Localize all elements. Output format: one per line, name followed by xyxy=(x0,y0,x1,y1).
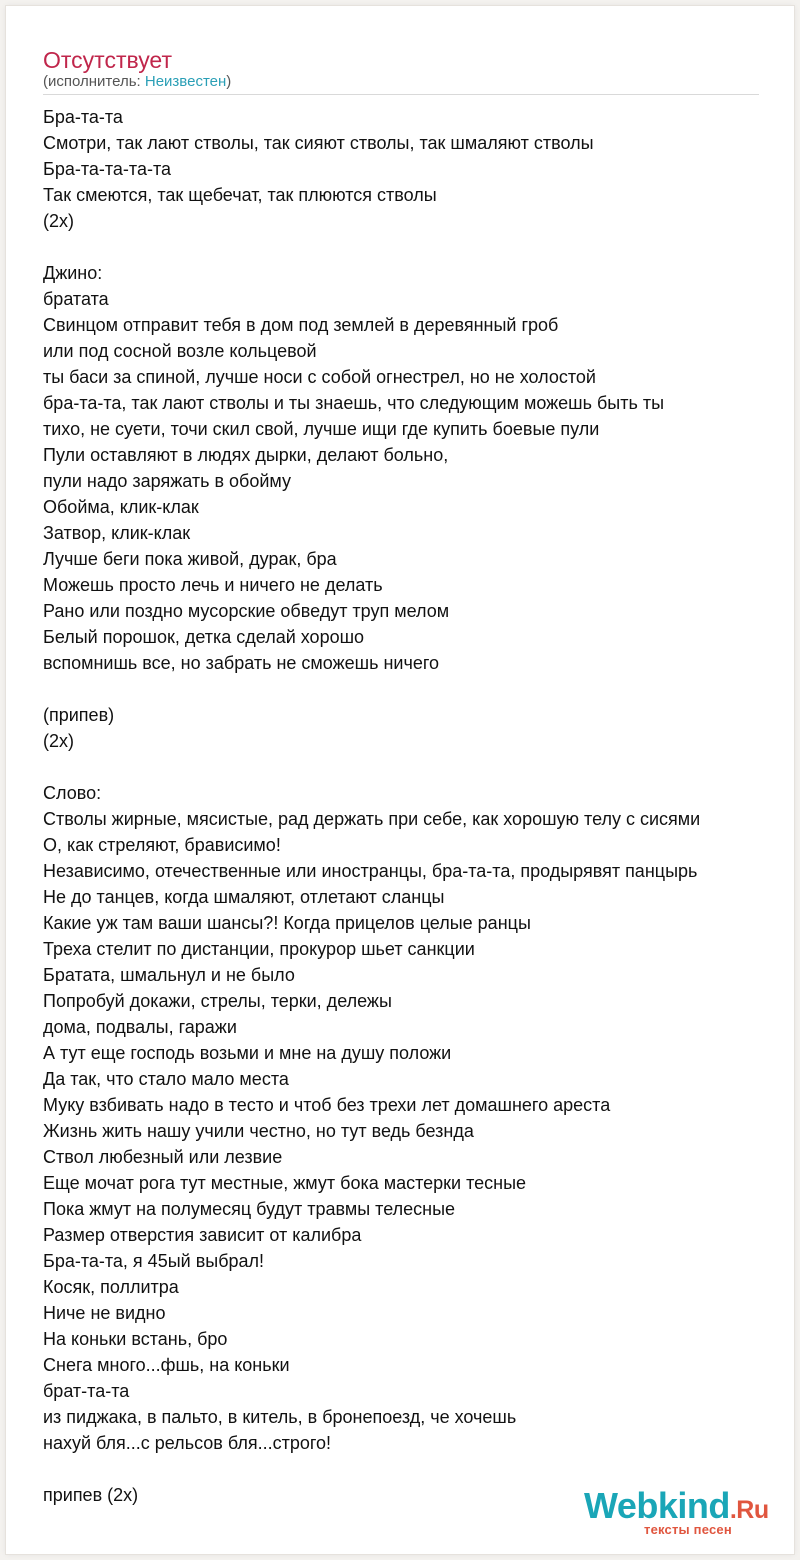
lyric-line: дома, подвалы, гаражи xyxy=(43,1017,237,1037)
lyric-line: Треха стелит по дистанции, прокурор шьет санкции xyxy=(43,939,475,959)
lyric-line: Рано или поздно мусорские обведут труп мелом xyxy=(43,601,450,621)
lyric-line xyxy=(43,1456,794,1482)
artist-suffix: ) xyxy=(226,73,232,90)
lyric-line: (припев) xyxy=(43,705,115,725)
lyric-line: Попробуй докажи, стрелы, терки, дележы xyxy=(43,991,392,1011)
lyric-line: тихо, не суети, точи скил свой, лучше ищи где купить боевые пули xyxy=(43,419,600,439)
lyric-line: Не до танцев, когда шмаляют, отлетают сланцы xyxy=(43,887,445,907)
lyric-line: Братата, шмальнул и не было xyxy=(43,965,295,985)
lyric-line: Обойма, клик-клак xyxy=(43,497,199,517)
lyric-line: Смотри, так лают стволы, так сияют стволы, так шмаляют стволы xyxy=(43,133,594,153)
lyric-line: пули надо заряжать в обойму xyxy=(43,471,292,491)
lyric-line: Снега много...фшь, на коньки xyxy=(43,1355,290,1375)
lyric-line: нахуй бля...с рельсов бля...строго! xyxy=(43,1433,332,1453)
lyric-line: припев (2x) xyxy=(43,1485,139,1505)
lyric-line: (2x) xyxy=(43,731,74,751)
watermark-logo-tld: .Ru xyxy=(729,1496,769,1524)
lyric-line: Да так, что стало мало места xyxy=(43,1069,289,1089)
lyric-line: О, как стреляют, брависимо! xyxy=(43,835,281,855)
lyric-line: Свинцом отправит тебя в дом под землей в деревянный гроб xyxy=(43,315,559,335)
lyric-line: На коньки встань, бро xyxy=(43,1329,228,1349)
lyric-line: ты баси за спиной, лучше носи с собой огнестрел, но не холостой xyxy=(43,367,596,387)
lyric-line: брат-та-та xyxy=(43,1381,130,1401)
lyric-line: Ствол любезный или лезвие xyxy=(43,1147,283,1167)
lyric-line: Белый порошок, детка сделай хорошо xyxy=(43,627,365,647)
lyric-line: Независимо, отечественные или иностранцы, бра-та-та, продырявят панцырь xyxy=(43,861,698,881)
lyric-line: Можешь просто лечь и ничего не делать xyxy=(43,575,383,595)
lyric-line: вспомнишь все, но забрать не сможешь ничего xyxy=(43,653,440,673)
lyric-line: А тут еще господь возьми и мне на душу положи xyxy=(43,1043,452,1063)
lyric-line: Стволы жирные, мясистые, рад держать при себе, как хорошую телу с сисями xyxy=(43,809,701,829)
watermark-tagline: тексты песен xyxy=(644,1522,732,1537)
lyric-line: Бра-та-та xyxy=(43,107,123,127)
watermark-logo-main: Webkind xyxy=(584,1485,730,1526)
lyric-line: бра-та-та, так лают стволы и ты знаешь, что следующим можешь быть ты xyxy=(43,393,665,413)
lyric-line: Муку взбивать надо в тесто и чтоб без трехи лет домашнего ареста xyxy=(43,1095,611,1115)
lyrics-page xyxy=(6,6,794,1554)
song-title: Отсутствует xyxy=(43,47,172,73)
lyric-line: Слово: xyxy=(43,783,102,803)
header-divider xyxy=(43,94,759,95)
lyric-line: Пули оставляют в людях дырки, делают больно, xyxy=(43,445,449,465)
lyric-line xyxy=(43,676,794,702)
lyric-line: Бра-та-та-та-та xyxy=(43,159,172,179)
lyric-line: Жизнь жить нашу учили честно, но тут ведь безнда xyxy=(43,1121,474,1141)
lyric-line: из пиджака, в пальто, в китель, в бронепоезд, че хочешь xyxy=(43,1407,517,1427)
lyric-line: Пока жмут на полумесяц будут травмы телесные xyxy=(43,1199,456,1219)
lyric-line: братата xyxy=(43,289,109,309)
lyric-line: Так смеются, так щебечат, так плюются стволы xyxy=(43,185,437,205)
lyric-line: Бра-та-та, я 45ый выбрал! xyxy=(43,1251,265,1271)
lyric-line: Затвор, клик-клак xyxy=(43,523,191,543)
lyric-line: Еще мочат рога тут местные, жмут бока мастерки тесные xyxy=(43,1173,527,1193)
lyric-line: Косяк, поллитра xyxy=(43,1277,179,1297)
lyric-line xyxy=(43,234,794,260)
lyric-line: Размер отверстия зависит от калибра xyxy=(43,1225,362,1245)
artist-prefix: (исполнитель: xyxy=(43,73,145,90)
lyrics-text xyxy=(43,104,794,1508)
lyric-line xyxy=(43,754,794,780)
lyric-line: или под сосной возле кольцевой xyxy=(43,341,317,361)
artist-link[interactable]: Неизвестен xyxy=(144,73,227,90)
lyric-line: Какие уж там ваши шансы?! Когда прицелов целые ранцы xyxy=(43,913,531,933)
lyric-line: Джино: xyxy=(43,263,103,283)
artist-line xyxy=(43,72,231,92)
lyric-line: Лучше беги пока живой, дурак, бра xyxy=(43,549,337,569)
lyric-line: (2x) xyxy=(43,211,74,231)
lyric-line: Ниче не видно xyxy=(43,1303,166,1323)
site-watermark xyxy=(584,1486,784,1546)
